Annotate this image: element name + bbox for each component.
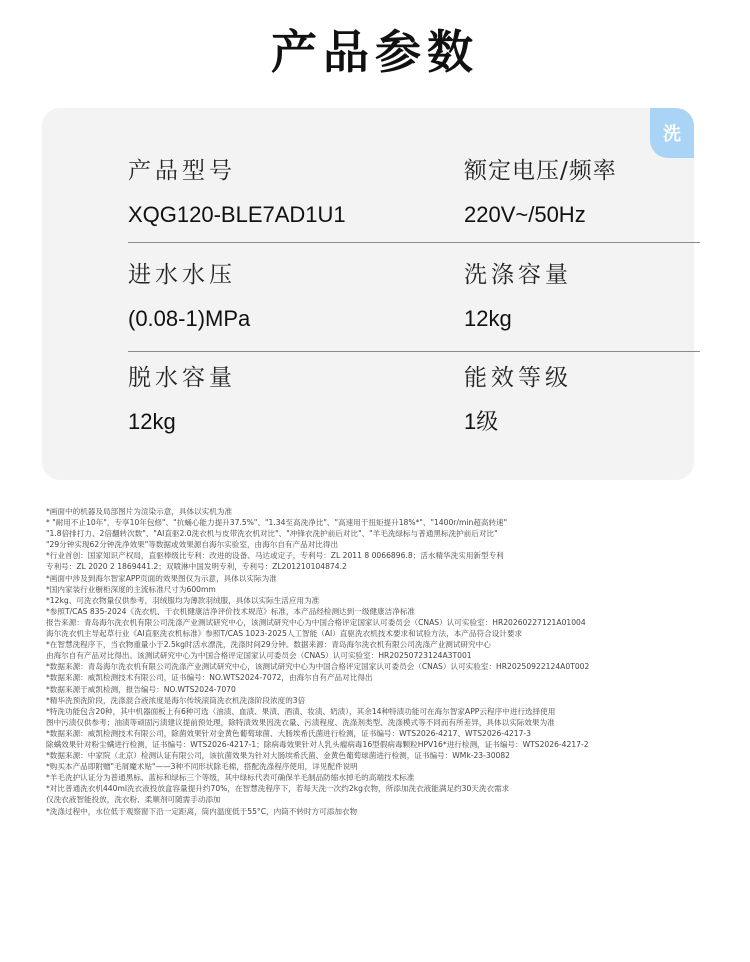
spec-label: 产品型号 — [128, 158, 236, 184]
footnote-line: *画面中的机器及局部图片为渲染示意，具体以实机为准 — [46, 507, 233, 516]
footnote-line: 除螨效果针对粉尘螨进行检测，证书编号：WTS2026-4217-1；除病毒效果针对人乳头瘤病毒16型假病毒颗粒HPV16*进行检测，证书编号：WTS2026-4217-2 — [46, 739, 589, 749]
spec-label: 脱水容量 — [128, 365, 236, 391]
footnote-line: *数据来源：威凯检测技术有限公司，除菌效果针对金黄色葡萄球菌、大肠埃希氏菌进行检测，证书编号：WTS2026-4217、WTS2026-4217-3 — [46, 728, 531, 738]
footnote-line: *购买本产品即附赠"毛屑魔术贴"——3种不同形状除毛棉，搭配洗涤程序使用，详见配件说明 — [46, 762, 358, 772]
spec-value: 12kg — [464, 306, 512, 331]
spec-value: 1级 — [464, 409, 499, 434]
footnote-line: *参照T/CAS 835-2024《洗衣机、干衣机健康洁净评价技术规范》标准，本产品经检测达到一级健康洁净标准 — [46, 606, 416, 616]
footnotes — [46, 506, 726, 817]
footnote-line: 专利号：ZL 2020 2 1869441.2；双喷淋中国发明专利，专利号：ZL201210104874.2 — [46, 562, 347, 572]
footnote-line: "1.8倍排打力、2倍翻转次数"、"AI直驱2.0洗衣机与皮带洗衣机对比"、"冲锋衣洗护前后对比"、"羊毛洗绿标与普通黑标洗护前后对比" — [46, 529, 498, 539]
footnote-line: *精华洗预洗阶段，洗涤混合液浓度是海尔传统滚筒洗衣机洗涤阶段浓度的3倍 — [46, 695, 306, 705]
footnote-line: 图中污渍仅供参考；油渍等顽固污渍建议提前预处理，除特渍效果因洗衣量、污渍程度、洗涤剂类型、洗涤模式等不同而有所差异，具体以实际效果为准 — [46, 717, 555, 727]
spec-spin-capacity — [128, 363, 236, 437]
footnote-line: *对比普通洗衣机440ml洗衣液投放盒容量提升约70%，在智慧洗程序下，若每天洗一次约2kg衣物，所添加洗衣液能满足约30天洗衣需求 — [46, 784, 510, 794]
spec-card — [42, 108, 694, 480]
footnote-line: 海尔洗衣机主导起草行业《AI直驱洗衣机标准》参照T/CAS 1023-2025人工智能（AI）直驱洗衣机技术要求和试验方法，本产品符合设计要求 — [46, 629, 523, 639]
footnote-line: *画面中涉及到海尔智家APP页面的效果图仅为示意，具体以实际为准 — [46, 573, 277, 583]
footnote-line: 仅洗衣液智能投放，洗衣粉、柔顺剂可随需手动添加 — [46, 795, 221, 805]
page-title: 产品参数 — [271, 25, 479, 79]
footnote-line: *特洗功能包含20种，其中机器面板上有6种可选（油渍、血渍、果渍、酒渍、妆渍、奶渍），其余14种特渍功能可在海尔智家APP云程序中进行选择使用 — [46, 706, 556, 716]
footnote-line: 由海尔自有产品对比得出。该测试研究中心为中国合格评定国家认可委员会（CNAS）认可实验室：HR20250723124A3T001 — [46, 651, 472, 661]
spec-label: 额定电压/频率 — [464, 158, 617, 184]
spec-value: XQG120-BLE7AD1U1 — [128, 202, 346, 227]
footnote-line: *洗涤过程中，水位低于观察窗下沿一定距离，筒内温度低于55°C，内筒不转时方可添加衣物 — [46, 806, 358, 816]
spec-wash-capacity — [464, 260, 572, 334]
footnote-line: *12kg、可洗衣物量仅供参考，羽绒服均为薄款羽绒服，具体以实际生活应用为准 — [46, 595, 320, 605]
footnote-line: *数据来源于威凯检测，报告编号：NO.WTS2024-7070 — [46, 684, 236, 694]
spec-value: (0.08-1)MPa — [128, 306, 251, 331]
footnote-line: "29分钟实现62分钟洗净效果"等数据或效果源自海尔实验室，由海尔自有产品对比得出 — [46, 540, 339, 550]
wash-badge: 洗 — [650, 108, 694, 158]
spec-energy-rating — [464, 363, 572, 437]
spec-water-pressure — [128, 260, 250, 334]
footnote-line: *羊毛洗护认证分为普通黑标、蓝标和绿标三个等级，其中绿标代表可确保羊毛制品防缩水掉毛的高端技术标准 — [46, 773, 415, 783]
spec-value: 220V~/50Hz — [464, 202, 586, 227]
footnote-line: *国内家装行业橱柜深度的主流标准尺寸为600mm — [46, 584, 216, 594]
spec-label: 洗涤容量 — [464, 262, 572, 288]
spec-voltage — [464, 156, 617, 230]
spec-value: 12kg — [128, 409, 176, 434]
footnote-line: *数据来源：威凯检测技术有限公司，证书编号：NO.WTS2024-7072，由海尔自有产品对比得出 — [46, 673, 373, 683]
footnote-line: *数据来源：青岛海尔洗衣机有限公司洗涤产业测试研究中心，该测试研究中心为中国合格评定国家认可委员会（CNAS）认可实验室：HR20250922124A0T002 — [46, 662, 590, 672]
spec-label: 进水水压 — [128, 262, 236, 288]
divider — [128, 351, 700, 352]
spec-label: 能效等级 — [464, 365, 572, 391]
footnote-line: *数据来源：中家院（北京）检测认证有限公司，该抗菌效果为针对大肠埃希氏菌、金黄色葡萄球菌进行检测，证书编号：WMk-23-30082 — [46, 751, 511, 761]
footnote-line: * "耐用不止10年"，专享10年包修"、"抗蛹心能力提升37.5%"、"1.34至高洗净比"、"高速用干扭矩提升18%*"、"1400r/min超高转速" — [46, 518, 508, 528]
footnote-line: 报告来源：青岛海尔洗衣机有限公司洗涤产业测试研究中心，该测试研究中心为中国合格评定国家认可委员会（CNAS）认可实验室：HR20260227121A01004 — [46, 617, 586, 627]
spec-model — [128, 156, 346, 230]
divider — [128, 242, 700, 243]
footnote-line: *在智慧洗程序下，当衣物重量小于2.5kg时活水漂洗，洗涤时间29分钟。数据来源：青岛海尔洗衣机有限公司洗涤产业测试研究中心 — [46, 640, 491, 650]
footnote-line: *行业首创：国家知识产权局，直驱棒级比专利：改进的设备、马达或定子，专利号：ZL 2011 8 0066896.8；活水精华洗实用新型专利 — [46, 551, 504, 561]
